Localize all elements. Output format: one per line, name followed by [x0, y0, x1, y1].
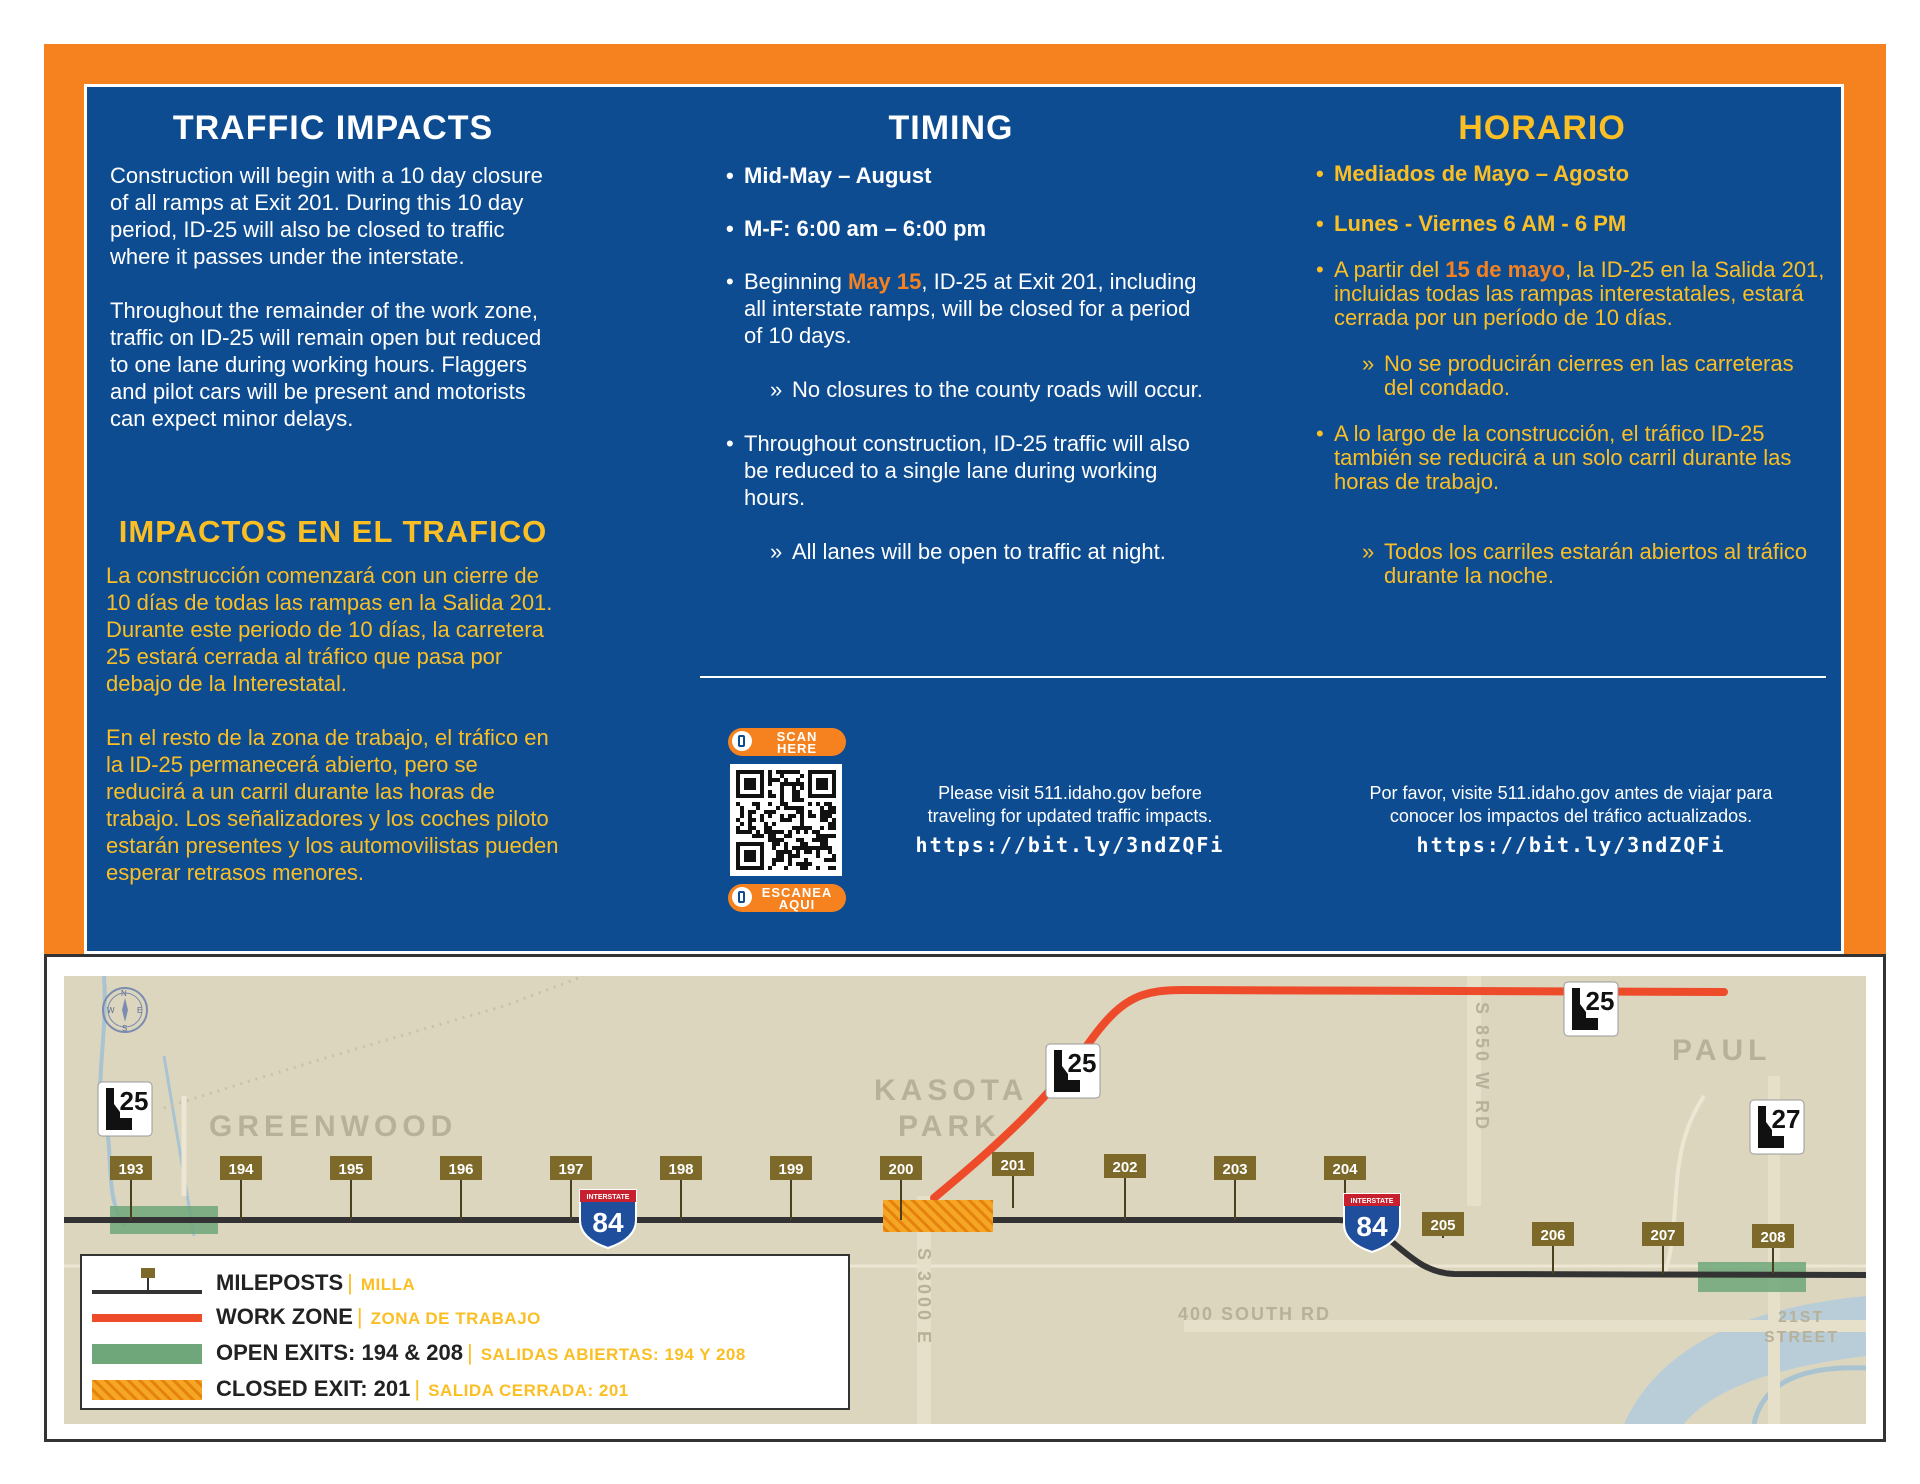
interstate-number: 84 [1356, 1211, 1388, 1242]
legend-closed-exit-swatch [92, 1380, 202, 1400]
timing-bullet-single-lane: • Throughout construction, ID-25 traffic will also be reduced to a single lane during working hours. [726, 431, 1190, 510]
legend-closed-exit-label-es: SALIDA CERRADA: 201 [428, 1381, 629, 1400]
milepost-label: 205 [1430, 1217, 1456, 1234]
milepost-label: 196 [448, 1161, 474, 1178]
road-label-street: STREET [1764, 1329, 1840, 1346]
horario-title: HORARIO [1458, 109, 1626, 147]
visit-es-line-2: conocer los impactos del tráfico actualizados. [1389, 806, 1753, 826]
impactos-paragraph-2: En el resto de la zona de trabajo, el tráfico en la ID-25 permanecerá abierto, pero se reducirá a un carril durante las horas de trabajo. Los señalizadores y los coches piloto estarán presentes y los automovilistas pueden esperar retrasos menores. [106, 725, 559, 885]
timing-bullet-closure: • Beginning May 15, ID-25 at Exit 201, including all interstate ramps, will be closed for a period of 10 days. [726, 269, 1197, 348]
horario-bullet-dates: • Mediados de Mayo – Agosto [1316, 161, 1630, 186]
place-kasota: KASOTA [874, 1074, 1029, 1107]
timing-sub-night: » All lanes will be open to traffic at night. [770, 539, 1166, 564]
legend-row-mileposts: MILEPOSTS | MILLA [82, 1268, 842, 1298]
impactos-section [106, 512, 560, 886]
state-highway-shield-25 [1046, 1044, 1100, 1098]
milepost-label: 201 [1000, 1157, 1026, 1174]
visit-es-url-link[interactable]: https://bit.ly/3ndZQFi [1416, 833, 1726, 857]
qr-code[interactable] [730, 764, 842, 876]
milepost-label: 199 [778, 1161, 804, 1178]
legend-mileposts-label-es: MILLA [360, 1275, 416, 1294]
impactos-paragraph-1: La construcción comenzará con un cierre de 10 días de todas las rampas en la Salida 201. Durante este periodo de 10 días, la carretera 25 estará cerrada al tráfico que pasa por debajo de la Interestatal. [106, 563, 553, 696]
scan-here-pill: SCAN HERE [728, 728, 846, 756]
timing-highlight-date: May 15 [847, 269, 922, 294]
road-label-400-south: 400 SOUTH RD [1178, 1304, 1332, 1324]
horario-highlight-date: 15 de mayo [1445, 257, 1566, 282]
visit-info-spanish [1316, 782, 1826, 857]
milepost-label: 203 [1222, 1161, 1248, 1178]
milepost-label: 198 [668, 1161, 694, 1178]
timing-bullet-dates: • Mid-May – August [726, 163, 932, 188]
closed-exit-201 [883, 1200, 993, 1232]
milepost-label: 208 [1760, 1229, 1786, 1246]
compass-e: E [137, 1006, 143, 1015]
legend-work-zone-swatch [92, 1314, 202, 1322]
visit-info-english [854, 782, 1286, 857]
place-paul: PAUL [1672, 1034, 1772, 1067]
qr-code-graphic [730, 764, 842, 876]
timing-title: TIMING [888, 109, 1014, 147]
legend-milepost-swatch [92, 1268, 202, 1298]
traffic-impacts-section [110, 106, 556, 432]
phone-icon [732, 731, 752, 751]
timing-sub-county-roads: » No closures to the county roads will occur. [770, 377, 1203, 402]
state-highway-shield-25 [98, 1082, 152, 1136]
visit-en-line-2: traveling for updated traffic impacts. [927, 806, 1213, 826]
milepost-label: 197 [558, 1161, 584, 1178]
timing-section [726, 106, 1206, 565]
traffic-impacts-paragraph-2: Throughout the remainder of the work zone, traffic on ID-25 will remain open but reduced to one lane during working hours. Flaggers and pilot cars will be present and motorists can expect minor delays. [110, 298, 542, 431]
milepost-label: 200 [888, 1161, 914, 1178]
phone-icon [732, 887, 752, 907]
shield-number: 25 [119, 1086, 149, 1116]
section-divider [700, 676, 1826, 678]
milepost-label: 195 [338, 1161, 364, 1178]
road-label-21st: 21ST [1778, 1309, 1825, 1326]
legend-open-exits-label-es: SALIDAS ABIERTAS: 194 Y 208 [480, 1345, 746, 1364]
milepost-label: 207 [1650, 1227, 1676, 1244]
shield-number: 25 [1585, 986, 1615, 1016]
milepost-label: 202 [1112, 1159, 1138, 1176]
legend-open-exits-label: OPEN EXITS: 194 & 208 [216, 1340, 463, 1365]
visit-en-url-link[interactable]: https://bit.ly/3ndZQFi [915, 833, 1225, 857]
state-highway-shield-27 [1750, 1100, 1804, 1154]
legend-row-open-exits: OPEN EXITS: 194 & 208 | SALIDAS ABIERTAS: 194 Y 208 [82, 1338, 842, 1368]
legend-closed-exit-label: CLOSED EXIT: 201 [216, 1376, 411, 1401]
milepost-label: 206 [1540, 1227, 1566, 1244]
interstate-label: INTERSTATE [586, 1194, 630, 1201]
traffic-impacts-paragraph-1: Construction will begin with a 10 day closure of all ramps at Exit 201. During this 10 day period, ID-25 will also be closed to traffic where it passes under the interstate. [110, 163, 543, 269]
compass-w: W [107, 1006, 115, 1015]
escanea-aqui-pill: ESCANEA AQUI [728, 884, 846, 912]
horario-section [1316, 106, 1828, 588]
milepost-label: 204 [1332, 1161, 1358, 1178]
legend-work-zone-label: WORK ZONE [216, 1304, 353, 1329]
timing-bullet-hours: • M-F: 6:00 am – 6:00 pm [726, 216, 987, 241]
map-legend [80, 1254, 850, 1410]
milepost-205 [1422, 1212, 1464, 1238]
legend-row-closed-exit: CLOSED EXIT: 201 | SALIDA CERRADA: 201 [82, 1374, 842, 1404]
visit-es-line-1: Por favor, visite 511.idaho.gov antes de viajar para [1369, 783, 1773, 803]
legend-work-zone-label-es: ZONA DE TRABAJO [370, 1309, 541, 1328]
horario-bullet-closure: • A partir del 15 de mayo, la ID-25 en la Salida 201, incluidas todas las rampas interestatales, estará cerrada por un período de 10 días. [1316, 257, 1825, 330]
road-label-s3000: S 3000 E [914, 1248, 934, 1347]
compass-s: S [122, 1024, 128, 1033]
shield-number: 25 [1067, 1048, 1097, 1078]
legend-mileposts-label: MILEPOSTS [216, 1270, 344, 1295]
milepost-label: 193 [118, 1161, 144, 1178]
milepost-label: 194 [228, 1161, 254, 1178]
interstate-number: 84 [592, 1207, 624, 1238]
legend-row-work-zone: WORK ZONE | ZONA DE TRABAJO [82, 1302, 842, 1332]
horario-bullet-hours: • Lunes - Viernes 6 AM - 6 PM [1316, 211, 1627, 236]
compass-icon [103, 988, 147, 1033]
horario-sub-county-roads: » No se producirán cierres en las carreteras del condado. [1362, 351, 1794, 400]
road-label-s850: S 850 W RD [1472, 1002, 1492, 1133]
compass-n: N [121, 989, 127, 998]
place-park: PARK [898, 1110, 1001, 1143]
horario-sub-night: » Todos los carriles estarán abiertos al tráfico durante la noche. [1362, 539, 1808, 588]
visit-en-line-1: Please visit 511.idaho.gov before [938, 783, 1202, 803]
interstate-label: INTERSTATE [1350, 1198, 1394, 1205]
shield-number: 27 [1771, 1104, 1801, 1134]
legend-open-exits-swatch [92, 1344, 202, 1364]
traffic-impacts-title: TRAFFIC IMPACTS [172, 109, 494, 147]
horario-bullet-single-lane: • A lo largo de la construcción, el tráfico ID-25 también se reducirá a un solo carril durante las horas de trabajo. [1316, 421, 1792, 494]
place-greenwood: GREENWOOD [209, 1110, 458, 1143]
state-highway-shield-25 [1564, 982, 1618, 1036]
impactos-title: IMPACTOS EN EL TRAFICO [118, 514, 548, 549]
